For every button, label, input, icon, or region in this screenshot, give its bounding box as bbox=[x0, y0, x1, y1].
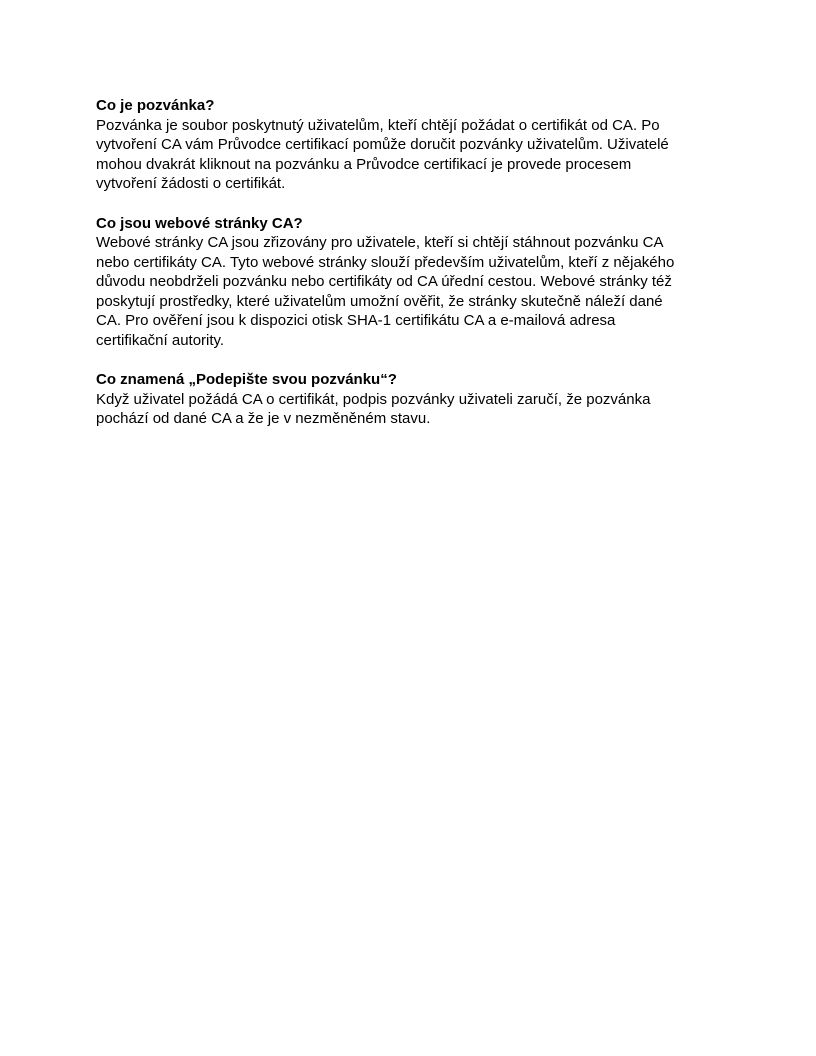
section-heading: Co je pozvánka? bbox=[96, 97, 215, 114]
document-page bbox=[96, 96, 726, 449]
text-line: certifikační autority. bbox=[96, 331, 225, 349]
text-line: pochází od dané CA a že je v nezměněném stavu. bbox=[96, 410, 431, 427]
section-body bbox=[96, 390, 726, 429]
section-sign-invitation bbox=[96, 370, 726, 429]
section-heading: Co znamená „Podepište svou pozvánku“? bbox=[96, 371, 397, 388]
text-line: důvodu neobdrželi pozvánku nebo certifikáty od CA úřední cestou. Webové stránky též bbox=[96, 273, 672, 290]
text-line: Pozvánka je soubor poskytnutý uživatelům, kteří chtějí požádat o certifikát od CA. Po bbox=[96, 116, 660, 134]
section-ca-website bbox=[96, 214, 726, 351]
text-line: vytvoření CA vám Průvodce certifikací pomůže doručit pozvánky uživatelům. Uživatelé bbox=[96, 136, 669, 153]
text-line: Webové stránky CA jsou zřizovány pro uživatele, kteří si chtějí stáhnout pozvánku CA bbox=[96, 234, 664, 251]
text-line: vytvoření žádosti o certifikát. bbox=[96, 175, 286, 192]
section-body bbox=[96, 233, 726, 350]
section-heading: Co jsou webové stránky CA? bbox=[96, 214, 303, 232]
text-line: poskytují prostředky, které uživatelům umožní ověřit, že stránky skutečně náleží dané bbox=[96, 292, 663, 310]
text-line: Když uživatel požádá CA o certifikát, podpis pozvánky uživateli zaručí, že pozvánka bbox=[96, 390, 651, 408]
section-body bbox=[96, 116, 726, 194]
text-line: nebo certifikáty CA. Tyto webové stránky slouží především uživatelům, kteří z nějakého bbox=[96, 253, 675, 271]
section-what-is-invitation bbox=[96, 96, 726, 194]
text-line: mohou dvakrát kliknout na pozvánku a Průvodce certifikací je provede procesem bbox=[96, 155, 632, 173]
text-line: CA. Pro ověření jsou k dispozici otisk SHA-1 certifikátu CA a e-mailová adresa bbox=[96, 312, 616, 329]
